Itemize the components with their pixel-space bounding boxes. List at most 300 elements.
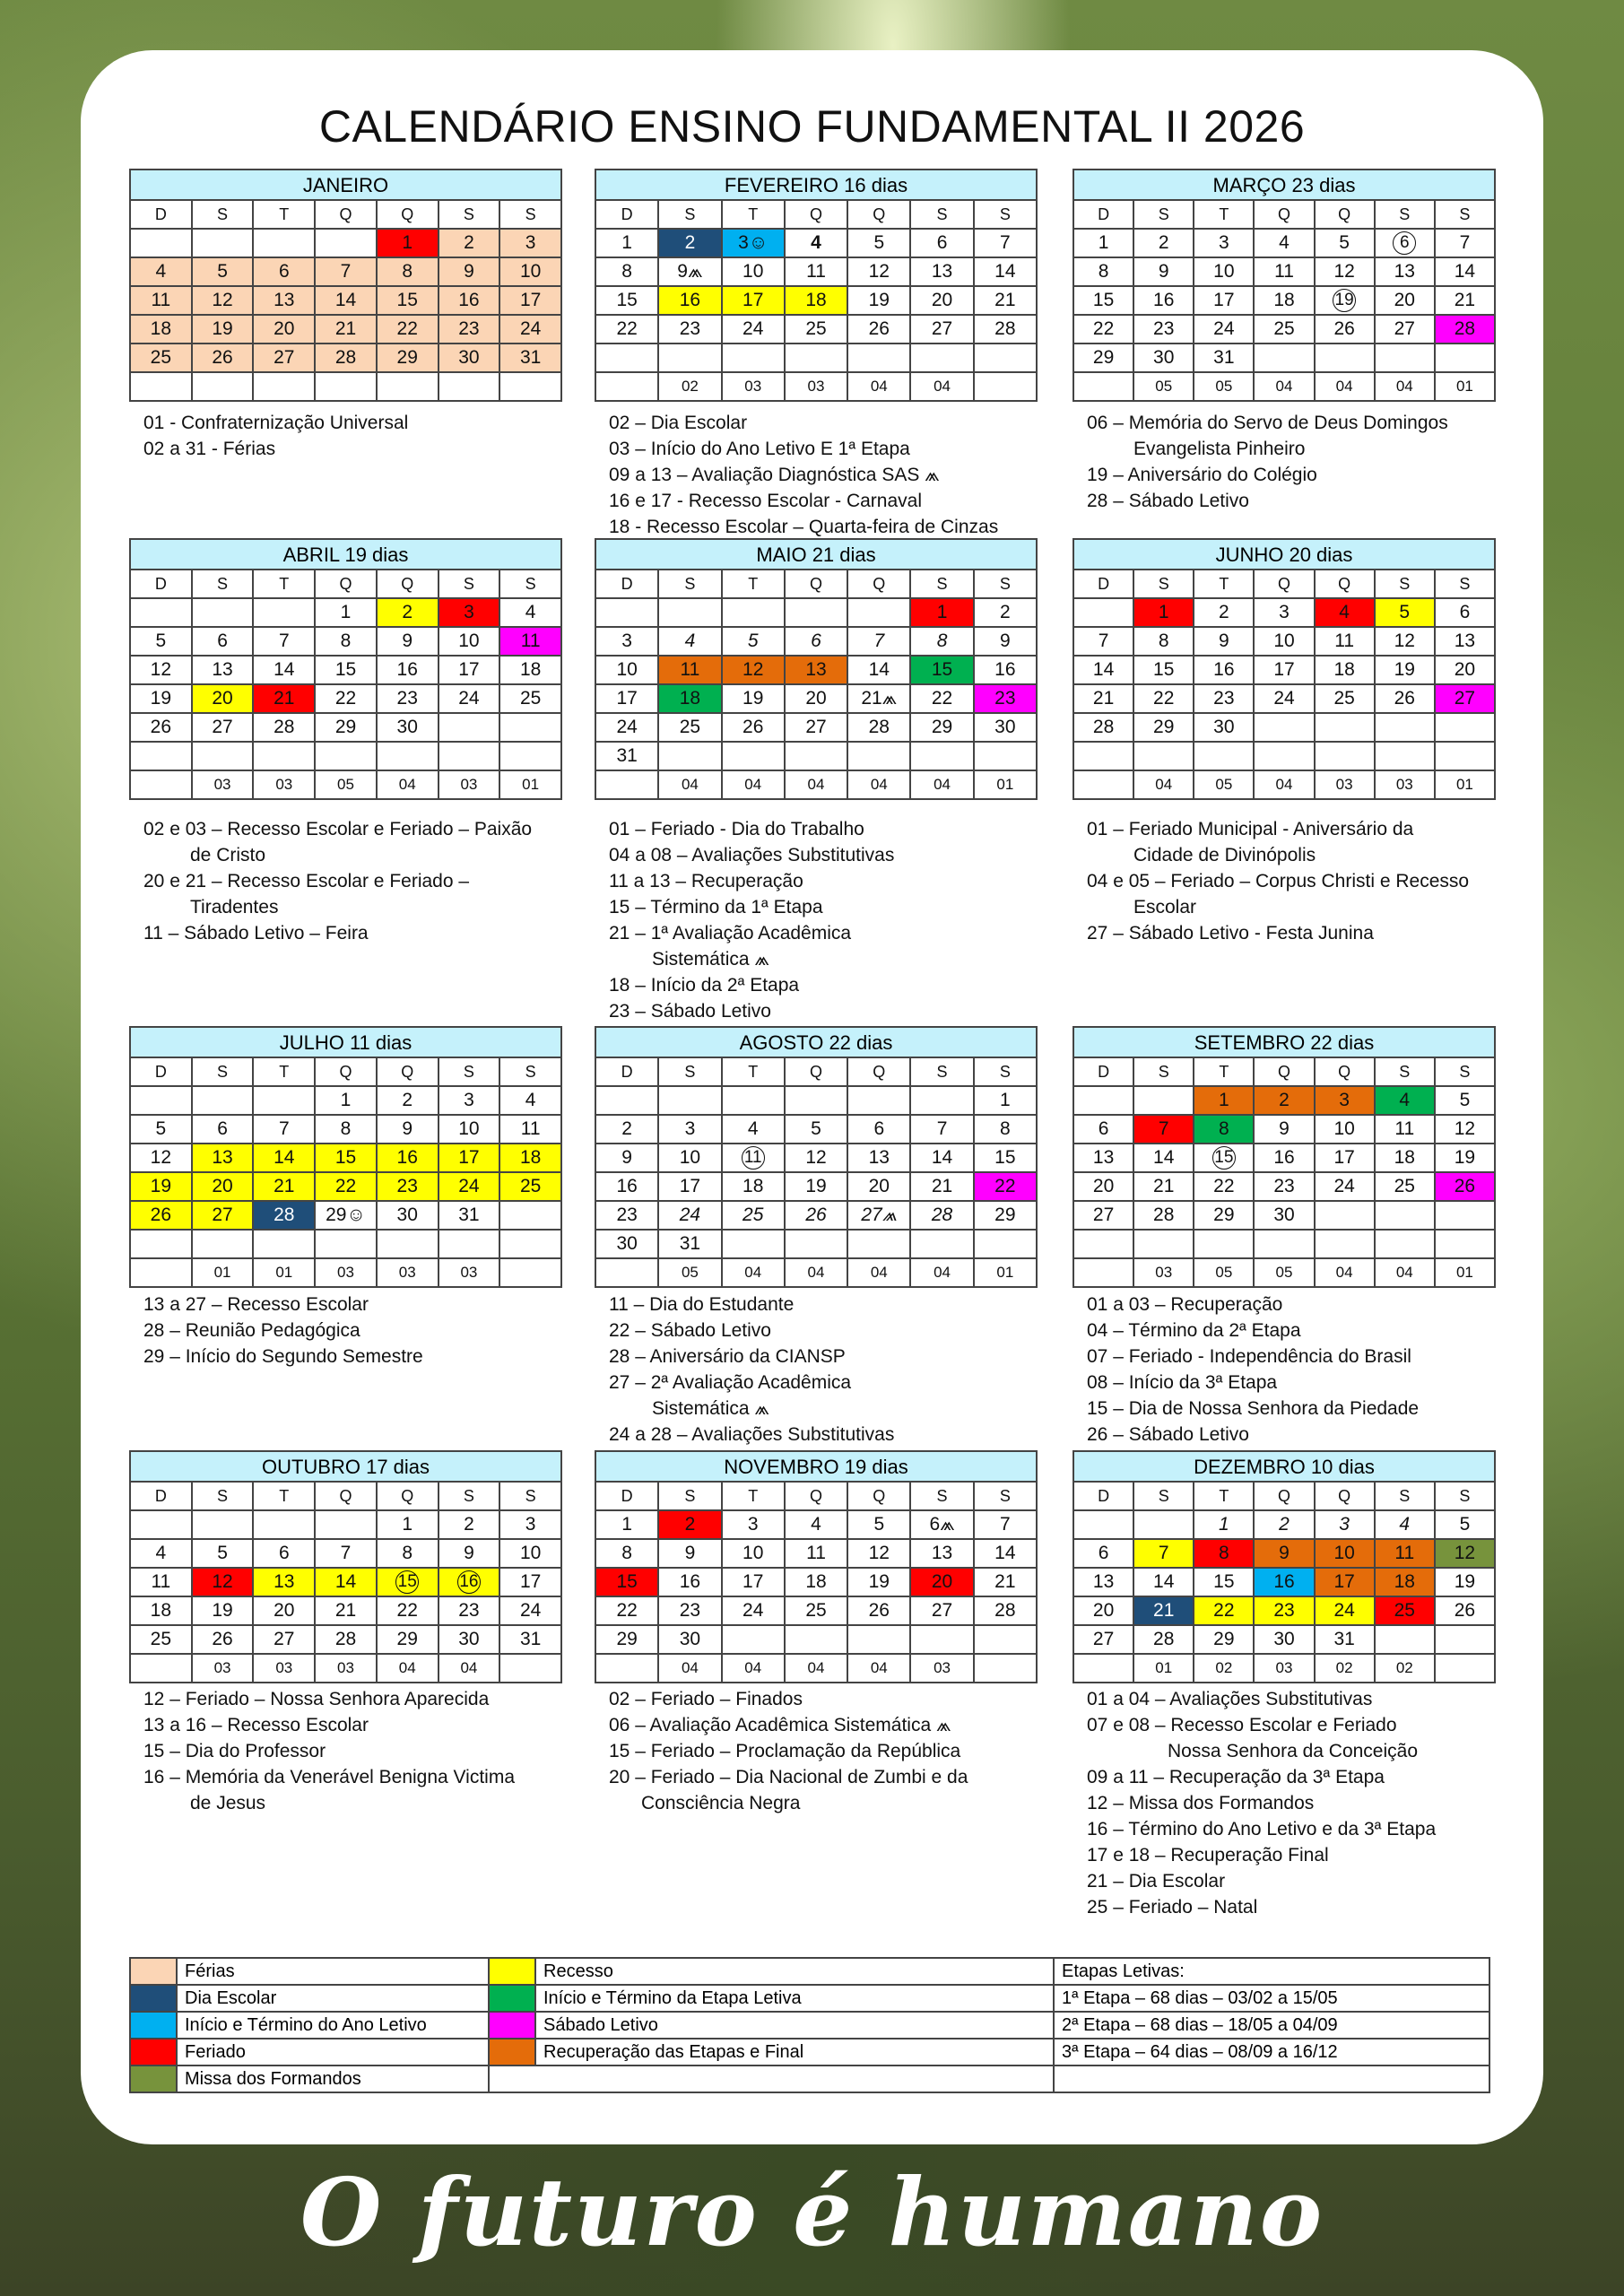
day-cell: 10 bbox=[1255, 628, 1315, 657]
day-cell: 13 bbox=[911, 258, 974, 287]
day-cell: 15 bbox=[975, 1144, 1038, 1173]
day-cell: 14 bbox=[316, 287, 378, 316]
day-cell: 23 bbox=[378, 1173, 439, 1202]
month-grid bbox=[129, 1057, 562, 1288]
day-cell bbox=[1074, 1087, 1134, 1116]
day-cell: 21 bbox=[1134, 1597, 1194, 1626]
day-cell: 4 bbox=[1255, 230, 1315, 258]
day-cell: 11 bbox=[131, 287, 193, 316]
day-cell bbox=[1134, 743, 1194, 771]
day-cell: 5 bbox=[131, 628, 193, 657]
day-cell: 5 bbox=[1436, 1087, 1496, 1116]
day-cell: 31 bbox=[439, 1202, 501, 1231]
day-cell: 24 bbox=[1316, 1597, 1376, 1626]
weekday-label: Q bbox=[848, 201, 911, 230]
days-count-cell bbox=[131, 771, 193, 800]
day-cell: 26 bbox=[848, 1597, 911, 1626]
month-title: SETEMBRO 22 dias bbox=[1073, 1026, 1496, 1057]
day-cell: 23 bbox=[1255, 1173, 1315, 1202]
month-11 bbox=[1073, 1450, 1496, 1683]
days-count-cell: 03 bbox=[378, 1259, 439, 1288]
weekday-label: T bbox=[1194, 1058, 1255, 1087]
day-cell: 9 bbox=[378, 1116, 439, 1144]
page-title: CALENDÁRIO ENSINO FUNDAMENTAL II 2026 bbox=[318, 101, 1306, 152]
day-cell: 18 bbox=[723, 1173, 786, 1202]
day-cell: 8 bbox=[911, 628, 974, 657]
day-cell: 1 bbox=[975, 1087, 1038, 1116]
day-cell: 22 bbox=[316, 685, 378, 714]
weekday-label: D bbox=[596, 570, 659, 599]
day-cell: 22 bbox=[378, 1597, 439, 1626]
days-count-cell: 03 bbox=[786, 373, 848, 402]
footer-slogan: O futuro é humano bbox=[300, 2157, 1324, 2267]
day-cell: 16 bbox=[1255, 1144, 1315, 1173]
month-notes bbox=[609, 1686, 968, 1816]
weekday-label: S bbox=[193, 1058, 255, 1087]
day-cell: 10 bbox=[1316, 1116, 1376, 1144]
day-cell: 12 bbox=[1436, 1116, 1496, 1144]
weekday-label: Q bbox=[316, 1058, 378, 1087]
note-line: 16 – Memória da Venerável Benigna Victima bbox=[143, 1767, 516, 1787]
day-cell: 17 bbox=[659, 1173, 722, 1202]
note-line: 02 – Dia Escolar bbox=[609, 413, 748, 433]
weekday-label: S bbox=[911, 201, 974, 230]
day-cell bbox=[316, 1511, 378, 1540]
weekday-label: Q bbox=[848, 1058, 911, 1087]
note-line: 04 e 05 – Feriado – Corpus Christi e Recesso bbox=[1087, 871, 1470, 891]
day-cell: 27 bbox=[1074, 1626, 1134, 1655]
day-cell: 28 bbox=[316, 344, 378, 373]
day-cell: 7 bbox=[1134, 1540, 1194, 1569]
weekday-label: S bbox=[1376, 201, 1436, 230]
day-cell: 2 bbox=[1134, 230, 1194, 258]
day-cell bbox=[193, 1511, 255, 1540]
weekday-label: Q bbox=[1316, 570, 1376, 599]
note-line: 26 – Sábado Letivo bbox=[1087, 1424, 1249, 1445]
day-cell: 7 bbox=[975, 1511, 1038, 1540]
day-cell: 21 bbox=[316, 316, 378, 344]
day-cell: 11 bbox=[1255, 258, 1315, 287]
weekday-label: D bbox=[1074, 570, 1134, 599]
weekday-label: T bbox=[723, 201, 786, 230]
weekday-label: T bbox=[254, 1483, 316, 1511]
days-count-cell: 04 bbox=[1316, 373, 1376, 402]
day-cell bbox=[786, 743, 848, 771]
day-cell: 29 bbox=[1074, 344, 1134, 373]
day-cell bbox=[723, 344, 786, 373]
day-cell bbox=[316, 230, 378, 258]
day-cell: 4 bbox=[786, 1511, 848, 1540]
day-cell bbox=[659, 1087, 722, 1116]
day-cell: 21 bbox=[254, 1173, 316, 1202]
day-cell: 26 bbox=[723, 714, 786, 743]
day-cell bbox=[1436, 743, 1496, 771]
day-cell: 29 bbox=[1194, 1626, 1255, 1655]
month-notes bbox=[1087, 410, 1448, 514]
days-count-cell: 01 bbox=[1436, 771, 1496, 800]
legend-etapa1: 1ª Etapa – 68 dias – 03/02 a 15/05 bbox=[1054, 1985, 1489, 2012]
day-cell: 2 bbox=[659, 1511, 722, 1540]
day-cell: 30 bbox=[1134, 344, 1194, 373]
day-cell: 18 bbox=[500, 1144, 562, 1173]
day-cell: 5 bbox=[848, 230, 911, 258]
note-line: 16 e 17 - Recesso Escolar - Carnaval bbox=[609, 491, 922, 511]
note-line: 25 – Feriado – Natal bbox=[1087, 1897, 1258, 1918]
note-line: 02 a 31 - Férias bbox=[143, 439, 276, 459]
days-count-cell bbox=[1436, 1655, 1496, 1683]
day-cell: 14 bbox=[254, 1144, 316, 1173]
weekday-label: Q bbox=[1255, 201, 1315, 230]
day-cell bbox=[131, 1087, 193, 1116]
day-cell bbox=[193, 1231, 255, 1259]
day-cell: 18 bbox=[1376, 1144, 1436, 1173]
day-cell bbox=[786, 1087, 848, 1116]
day-cell: 7 bbox=[975, 230, 1038, 258]
day-cell: 24 bbox=[439, 685, 501, 714]
day-cell: 30 bbox=[439, 344, 501, 373]
days-count-cell: 04 bbox=[1316, 1259, 1376, 1288]
day-cell: 7 bbox=[316, 258, 378, 287]
weekday-label: Q bbox=[1316, 1483, 1376, 1511]
weekday-label: S bbox=[911, 1483, 974, 1511]
days-count-cell: 05 bbox=[1255, 1259, 1315, 1288]
note-line: 02 – Feriado – Finados bbox=[609, 1689, 803, 1709]
month-notes bbox=[1087, 816, 1469, 946]
month-2 bbox=[1073, 169, 1496, 402]
month-notes bbox=[143, 410, 408, 462]
weekday-label: Q bbox=[1255, 570, 1315, 599]
days-count-cell bbox=[500, 373, 562, 402]
day-cell: 22 bbox=[1194, 1597, 1255, 1626]
day-cell: 16 bbox=[439, 287, 501, 316]
day-cell bbox=[786, 1231, 848, 1259]
legend-empty bbox=[1054, 2066, 1489, 2092]
day-cell: 2 bbox=[1255, 1511, 1315, 1540]
day-cell bbox=[439, 743, 501, 771]
weekday-label: S bbox=[911, 570, 974, 599]
weekday-label: S bbox=[1376, 1483, 1436, 1511]
day-cell: 7 bbox=[254, 628, 316, 657]
weekday-label: S bbox=[1436, 201, 1496, 230]
note-line: Evangelista Pinheiro bbox=[1133, 439, 1306, 459]
day-cell: 18 bbox=[1376, 1569, 1436, 1597]
weekday-label: S bbox=[439, 1483, 501, 1511]
day-cell: 6 bbox=[254, 1540, 316, 1569]
day-cell: 26 bbox=[1436, 1597, 1496, 1626]
note-line: 09 a 11 – Recuperação da 3ª Etapa bbox=[1087, 1767, 1385, 1787]
day-cell bbox=[1316, 714, 1376, 743]
day-cell: 27 bbox=[786, 714, 848, 743]
month-title: AGOSTO 22 dias bbox=[595, 1026, 1038, 1057]
month-notes bbox=[1087, 1686, 1436, 1920]
day-cell: 15 bbox=[596, 287, 659, 316]
day-cell: 6 bbox=[193, 628, 255, 657]
day-cell bbox=[1194, 743, 1255, 771]
day-cell: 5 bbox=[1316, 230, 1376, 258]
legend-label-feriado: Feriado bbox=[177, 2039, 489, 2066]
day-cell: 14 bbox=[975, 1540, 1038, 1569]
weekday-label: S bbox=[975, 570, 1038, 599]
weekday-label: Q bbox=[786, 570, 848, 599]
days-count-cell: 01 bbox=[254, 1259, 316, 1288]
weekday-label: T bbox=[254, 570, 316, 599]
weekday-label: Q bbox=[378, 1058, 439, 1087]
day-cell: 31 bbox=[596, 743, 659, 771]
day-cell: 10 bbox=[659, 1144, 722, 1173]
note-line: Nossa Senhora da Conceição bbox=[1168, 1741, 1419, 1761]
weekday-label: D bbox=[131, 1483, 193, 1511]
legend-empty bbox=[489, 2066, 535, 2092]
month-grid bbox=[595, 1481, 1038, 1683]
note-line: 15 – Dia de Nossa Senhora da Piedade bbox=[1087, 1398, 1420, 1419]
month-title: NOVEMBRO 19 dias bbox=[595, 1450, 1038, 1481]
day-cell bbox=[786, 599, 848, 628]
day-cell: 29 bbox=[596, 1626, 659, 1655]
day-cell: 1 bbox=[911, 599, 974, 628]
day-cell: 8 bbox=[378, 258, 439, 287]
days-count-cell: 04 bbox=[848, 771, 911, 800]
day-cell: 29 bbox=[378, 1626, 439, 1655]
day-cell: 26 bbox=[131, 714, 193, 743]
days-count-cell: 01 bbox=[975, 1259, 1038, 1288]
day-cell bbox=[848, 1626, 911, 1655]
days-count-cell bbox=[500, 1259, 562, 1288]
day-cell: 2 bbox=[439, 230, 501, 258]
day-cell: 10 bbox=[1316, 1540, 1376, 1569]
day-cell: 29 bbox=[316, 714, 378, 743]
day-cell bbox=[378, 1569, 439, 1597]
day-cell: 9 bbox=[1255, 1116, 1315, 1144]
day-cell bbox=[193, 743, 255, 771]
day-cell: 16 bbox=[378, 657, 439, 685]
month-notes bbox=[1087, 1292, 1419, 1448]
circled-day: 15 bbox=[395, 1570, 419, 1594]
day-cell: 17 bbox=[439, 1144, 501, 1173]
days-count-cell: 03 bbox=[1134, 1259, 1194, 1288]
day-cell bbox=[1436, 714, 1496, 743]
day-cell: 29 bbox=[975, 1202, 1038, 1231]
day-cell bbox=[1134, 1511, 1194, 1540]
note-line: 07 e 08 – Recesso Escolar e Feriado bbox=[1087, 1715, 1397, 1735]
month-0 bbox=[129, 169, 562, 402]
days-count-cell: 05 bbox=[1134, 373, 1194, 402]
day-cell: 26 bbox=[1436, 1173, 1496, 1202]
weekday-label: Q bbox=[378, 201, 439, 230]
day-cell: 20 bbox=[911, 1569, 974, 1597]
note-line: 28 – Sábado Letivo bbox=[1087, 491, 1249, 511]
day-cell: 11 bbox=[500, 628, 562, 657]
day-cell: 4 bbox=[659, 628, 722, 657]
day-cell: 18 bbox=[659, 685, 722, 714]
day-cell: 28 bbox=[254, 1202, 316, 1231]
days-count-cell: 04 bbox=[723, 771, 786, 800]
day-cell: 10 bbox=[596, 657, 659, 685]
days-count-cell: 04 bbox=[439, 1655, 501, 1683]
note-line: 15 – Dia do Professor bbox=[143, 1741, 326, 1761]
days-count-cell bbox=[596, 373, 659, 402]
day-cell: 16 bbox=[596, 1173, 659, 1202]
day-cell bbox=[975, 344, 1038, 373]
day-cell: 18 bbox=[1255, 287, 1315, 316]
day-cell bbox=[596, 1087, 659, 1116]
days-count-cell: 03 bbox=[316, 1259, 378, 1288]
note-line: 09 a 13 – Avaliação Diagnóstica SAS ⩕ bbox=[609, 465, 940, 485]
weekday-label: T bbox=[1194, 1483, 1255, 1511]
day-cell: 27⩕ bbox=[848, 1202, 911, 1231]
day-cell: 30 bbox=[659, 1626, 722, 1655]
day-cell: 3 bbox=[596, 628, 659, 657]
days-count-cell: 04 bbox=[786, 1655, 848, 1683]
day-cell: 30 bbox=[378, 714, 439, 743]
day-cell: 27 bbox=[254, 1626, 316, 1655]
day-cell: 22 bbox=[1134, 685, 1194, 714]
weekday-label: T bbox=[254, 201, 316, 230]
weekday-label: S bbox=[439, 201, 501, 230]
day-cell: 14 bbox=[1134, 1144, 1194, 1173]
weekday-label: S bbox=[500, 201, 562, 230]
day-cell: 7 bbox=[316, 1540, 378, 1569]
day-cell: 22 bbox=[596, 316, 659, 344]
note-line: 18 – Início da 2ª Etapa bbox=[609, 975, 800, 996]
days-count-cell bbox=[439, 373, 501, 402]
days-count-cell bbox=[1074, 1259, 1134, 1288]
day-cell: 12 bbox=[786, 1144, 848, 1173]
note-line: 29 – Início do Segundo Semestre bbox=[143, 1346, 423, 1367]
weekday-label: Q bbox=[378, 570, 439, 599]
note-line: 20 e 21 – Recesso Escolar e Feriado – bbox=[143, 871, 470, 891]
days-count-cell: 04 bbox=[1376, 1259, 1436, 1288]
days-count-cell bbox=[596, 1655, 659, 1683]
day-cell: 21 bbox=[1436, 287, 1496, 316]
note-line: 21 – Dia Escolar bbox=[1087, 1871, 1226, 1892]
day-cell: 26 bbox=[786, 1202, 848, 1231]
day-cell: 22 bbox=[316, 1173, 378, 1202]
days-count-cell: 05 bbox=[1194, 771, 1255, 800]
days-count-cell: 03 bbox=[193, 1655, 255, 1683]
month-title: DEZEMBRO 10 dias bbox=[1073, 1450, 1496, 1481]
day-cell: 12 bbox=[1436, 1540, 1496, 1569]
weekday-label: D bbox=[131, 570, 193, 599]
days-count-cell: 03 bbox=[439, 771, 501, 800]
weekday-label: S bbox=[659, 201, 722, 230]
day-cell: 26 bbox=[848, 316, 911, 344]
day-cell: 8 bbox=[596, 1540, 659, 1569]
day-cell: 9 bbox=[378, 628, 439, 657]
day-cell: 28 bbox=[975, 1597, 1038, 1626]
days-count-cell: 02 bbox=[659, 373, 722, 402]
day-cell bbox=[975, 743, 1038, 771]
day-cell: 5 bbox=[193, 1540, 255, 1569]
month-1 bbox=[595, 169, 1038, 402]
circled-day: 19 bbox=[1333, 289, 1356, 312]
note-line: 15 – Término da 1ª Etapa bbox=[609, 897, 823, 918]
day-cell: 13 bbox=[1074, 1144, 1134, 1173]
day-cell: 7 bbox=[1134, 1116, 1194, 1144]
day-cell: 3 bbox=[439, 599, 501, 628]
day-cell: 21 bbox=[975, 287, 1038, 316]
day-cell: 25 bbox=[500, 685, 562, 714]
day-cell: 25 bbox=[1376, 1597, 1436, 1626]
note-line: 01 a 04 – Avaliações Substitutivas bbox=[1087, 1689, 1373, 1709]
day-cell: 15 bbox=[378, 287, 439, 316]
days-count-cell: 03 bbox=[316, 1655, 378, 1683]
note-line: 16 – Término do Ano Letivo e da 3ª Etapa bbox=[1087, 1819, 1437, 1839]
month-grid bbox=[595, 199, 1038, 402]
day-cell: 1 bbox=[316, 1087, 378, 1116]
days-count-cell: 03 bbox=[193, 771, 255, 800]
day-cell: 20 bbox=[193, 685, 255, 714]
day-cell bbox=[848, 344, 911, 373]
day-cell bbox=[254, 599, 316, 628]
weekday-label: D bbox=[1074, 201, 1134, 230]
days-count-cell: 04 bbox=[1134, 771, 1194, 800]
day-cell bbox=[1316, 1202, 1376, 1231]
day-cell bbox=[911, 743, 974, 771]
day-cell: 26 bbox=[193, 1626, 255, 1655]
day-cell: 19 bbox=[786, 1173, 848, 1202]
legend-etapa3: 3ª Etapa – 64 dias – 08/09 a 16/12 bbox=[1054, 2039, 1489, 2066]
day-cell: 4 bbox=[1316, 599, 1376, 628]
day-cell: 15 bbox=[316, 657, 378, 685]
day-cell: 27 bbox=[911, 1597, 974, 1626]
day-cell bbox=[500, 714, 562, 743]
day-cell: 20 bbox=[254, 316, 316, 344]
days-count-cell: 03 bbox=[1376, 771, 1436, 800]
day-cell bbox=[1376, 230, 1436, 258]
days-count-cell bbox=[316, 373, 378, 402]
days-count-cell: 04 bbox=[786, 771, 848, 800]
day-cell: 28 bbox=[911, 1202, 974, 1231]
day-cell: 4 bbox=[131, 258, 193, 287]
weekday-label: Q bbox=[316, 1483, 378, 1511]
day-cell bbox=[1255, 714, 1315, 743]
day-cell: 13 bbox=[193, 1144, 255, 1173]
days-count-cell bbox=[596, 1259, 659, 1288]
day-cell bbox=[1316, 287, 1376, 316]
day-cell: 8 bbox=[975, 1116, 1038, 1144]
day-cell bbox=[500, 1202, 562, 1231]
day-cell: 27 bbox=[1376, 316, 1436, 344]
legend-swatch-feriado bbox=[130, 2039, 177, 2066]
day-cell: 21 bbox=[911, 1173, 974, 1202]
day-cell: 12 bbox=[848, 1540, 911, 1569]
day-cell: 15 bbox=[1134, 657, 1194, 685]
note-line: Escolar bbox=[1133, 897, 1197, 918]
day-cell: 18 bbox=[131, 1597, 193, 1626]
days-count-cell: 04 bbox=[378, 1655, 439, 1683]
month-title: JANEIRO bbox=[129, 169, 562, 199]
day-cell: 19 bbox=[848, 287, 911, 316]
day-cell: 19 bbox=[723, 685, 786, 714]
day-cell: 16 bbox=[659, 1569, 722, 1597]
day-cell: 25 bbox=[1316, 685, 1376, 714]
day-cell: 2 bbox=[1194, 599, 1255, 628]
note-line: Sistemática ⩕ bbox=[652, 1398, 769, 1419]
day-cell: 22 bbox=[911, 685, 974, 714]
days-count-cell: 03 bbox=[439, 1259, 501, 1288]
day-cell: 17 bbox=[596, 685, 659, 714]
days-count-cell: 01 bbox=[1436, 1259, 1496, 1288]
weekday-label: T bbox=[1194, 570, 1255, 599]
day-cell: 30 bbox=[1255, 1626, 1315, 1655]
weekday-label: S bbox=[1436, 1058, 1496, 1087]
days-count-cell: 01 bbox=[500, 771, 562, 800]
day-cell bbox=[911, 1087, 974, 1116]
day-cell: 14 bbox=[848, 657, 911, 685]
month-3 bbox=[129, 538, 562, 800]
day-cell: 28 bbox=[848, 714, 911, 743]
weekday-label: S bbox=[439, 1058, 501, 1087]
